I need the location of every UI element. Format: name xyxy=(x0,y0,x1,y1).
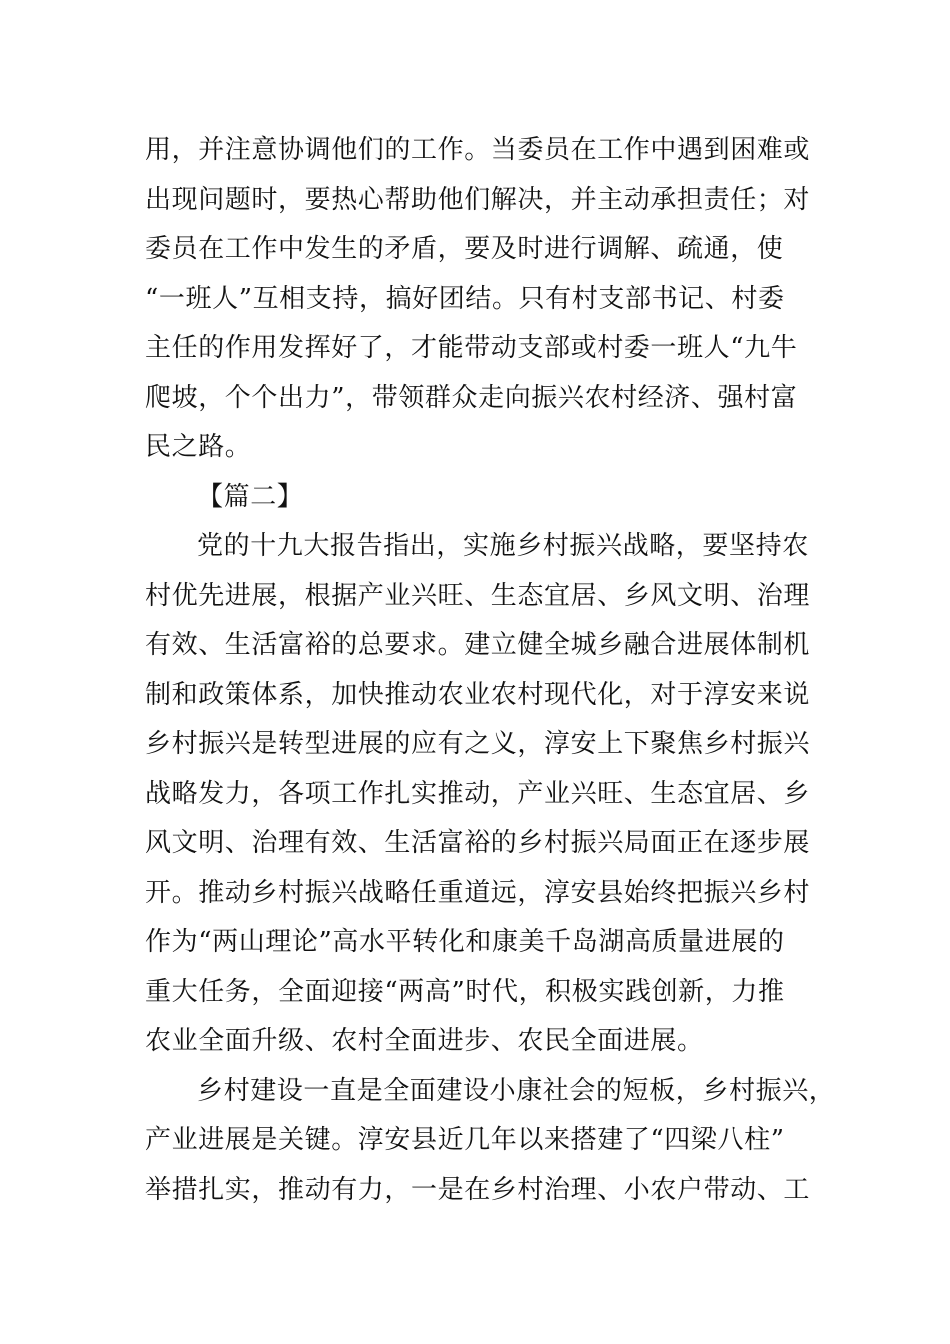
paragraph-line: 民之路。 xyxy=(145,432,252,462)
paragraph-line: 出现问题时，要热心帮助他们解决，并主动承担责任；对 xyxy=(145,184,811,215)
section-heading: 【篇二】 xyxy=(197,481,304,512)
paragraph-line: 产业进展是关键。淳安县近几年以来搭建了“四梁八柱” xyxy=(145,1125,785,1155)
document-page xyxy=(145,126,836,1215)
paragraph-line: 开。推动乡村振兴战略任重道远，淳安县始终把振兴乡村 xyxy=(145,877,811,908)
paragraph-line: 作为“两山理论”高水平转化和康美千岛湖高质量进展的 xyxy=(145,927,785,957)
paragraph-line: 农业全面升级、农村全面进步、农民全面进展。 xyxy=(145,1026,704,1056)
paragraph-line: 乡村建设一直是全面建设小康社会的短板，乡村振兴， xyxy=(197,1075,836,1106)
paragraph-line: 有效、生活富裕的总要求。建立健全城乡融合进展体制机 xyxy=(145,630,811,660)
paragraph-line: 乡村振兴是转型进展的应有之义，淳安上下聚焦乡村振兴 xyxy=(145,729,811,759)
paragraph-line: “一班人”互相支持，搞好团结。只有村支部书记、村委 xyxy=(145,283,785,314)
paragraph-line: 战略发力，各项工作扎实推动，产业兴旺、生态宜居、乡 xyxy=(145,778,811,809)
paragraph-line: 主任的作用发挥好了，才能带动支部或村委一班人“九牛 xyxy=(145,333,798,363)
paragraph-line: 举措扎实，推动有力，一是在乡村治理、小农户带动、工 xyxy=(145,1174,811,1205)
paragraph-line: 风文明、治理有效、生活富裕的乡村振兴局面正在逐步展 xyxy=(145,828,811,858)
paragraph-line: 制和政策体系，加快推动农业农村现代化，对于淳安来说 xyxy=(145,679,811,710)
paragraph-line: 重大任务，全面迎接“两高”时代，积极实践创新，力推 xyxy=(145,976,785,1007)
paragraph-line: 委员在工作中发生的矛盾，要及时进行调解、疏通，使 xyxy=(145,234,784,264)
paragraph-line: 村优先进展，根据产业兴旺、生态宜居、乡风文明、治理 xyxy=(145,580,811,611)
paragraph-line: 爬坡，个个出力”，带领群众走向振兴农村经济、强村富 xyxy=(145,382,798,413)
paragraph-line: 用，并注意协调他们的工作。当委员在工作中遇到困难或 xyxy=(145,135,811,165)
paragraph-line: 党的十九大报告指出，实施乡村振兴战略，要坚持农 xyxy=(197,531,809,561)
